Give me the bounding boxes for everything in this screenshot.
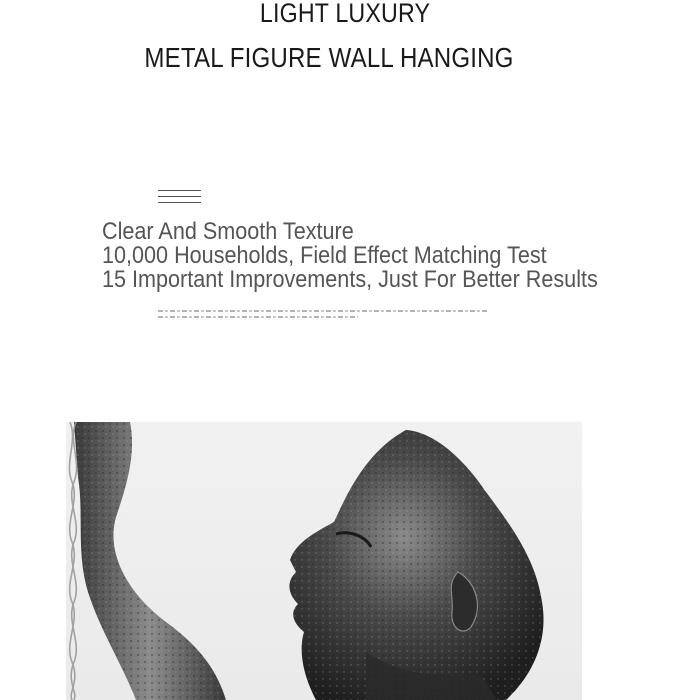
fine-print-line-1 (158, 310, 488, 312)
fine-print-line-2 (158, 316, 358, 318)
feature-line-1: Clear And Smooth Texture (102, 218, 354, 245)
metal-figure-sculpture-icon (66, 422, 582, 700)
feature-line-3: 15 Important Improvements, Just For Better Results (102, 266, 598, 293)
title-line-1: LIGHT LUXURY (259, 0, 431, 28)
title-line-2: METAL FIGURE WALL HANGING (144, 42, 514, 73)
feature-line-2: 10,000 Households, Field Effect Matching Test (102, 242, 547, 269)
sculpture-photo (66, 422, 582, 700)
triple-line-divider (158, 190, 201, 206)
